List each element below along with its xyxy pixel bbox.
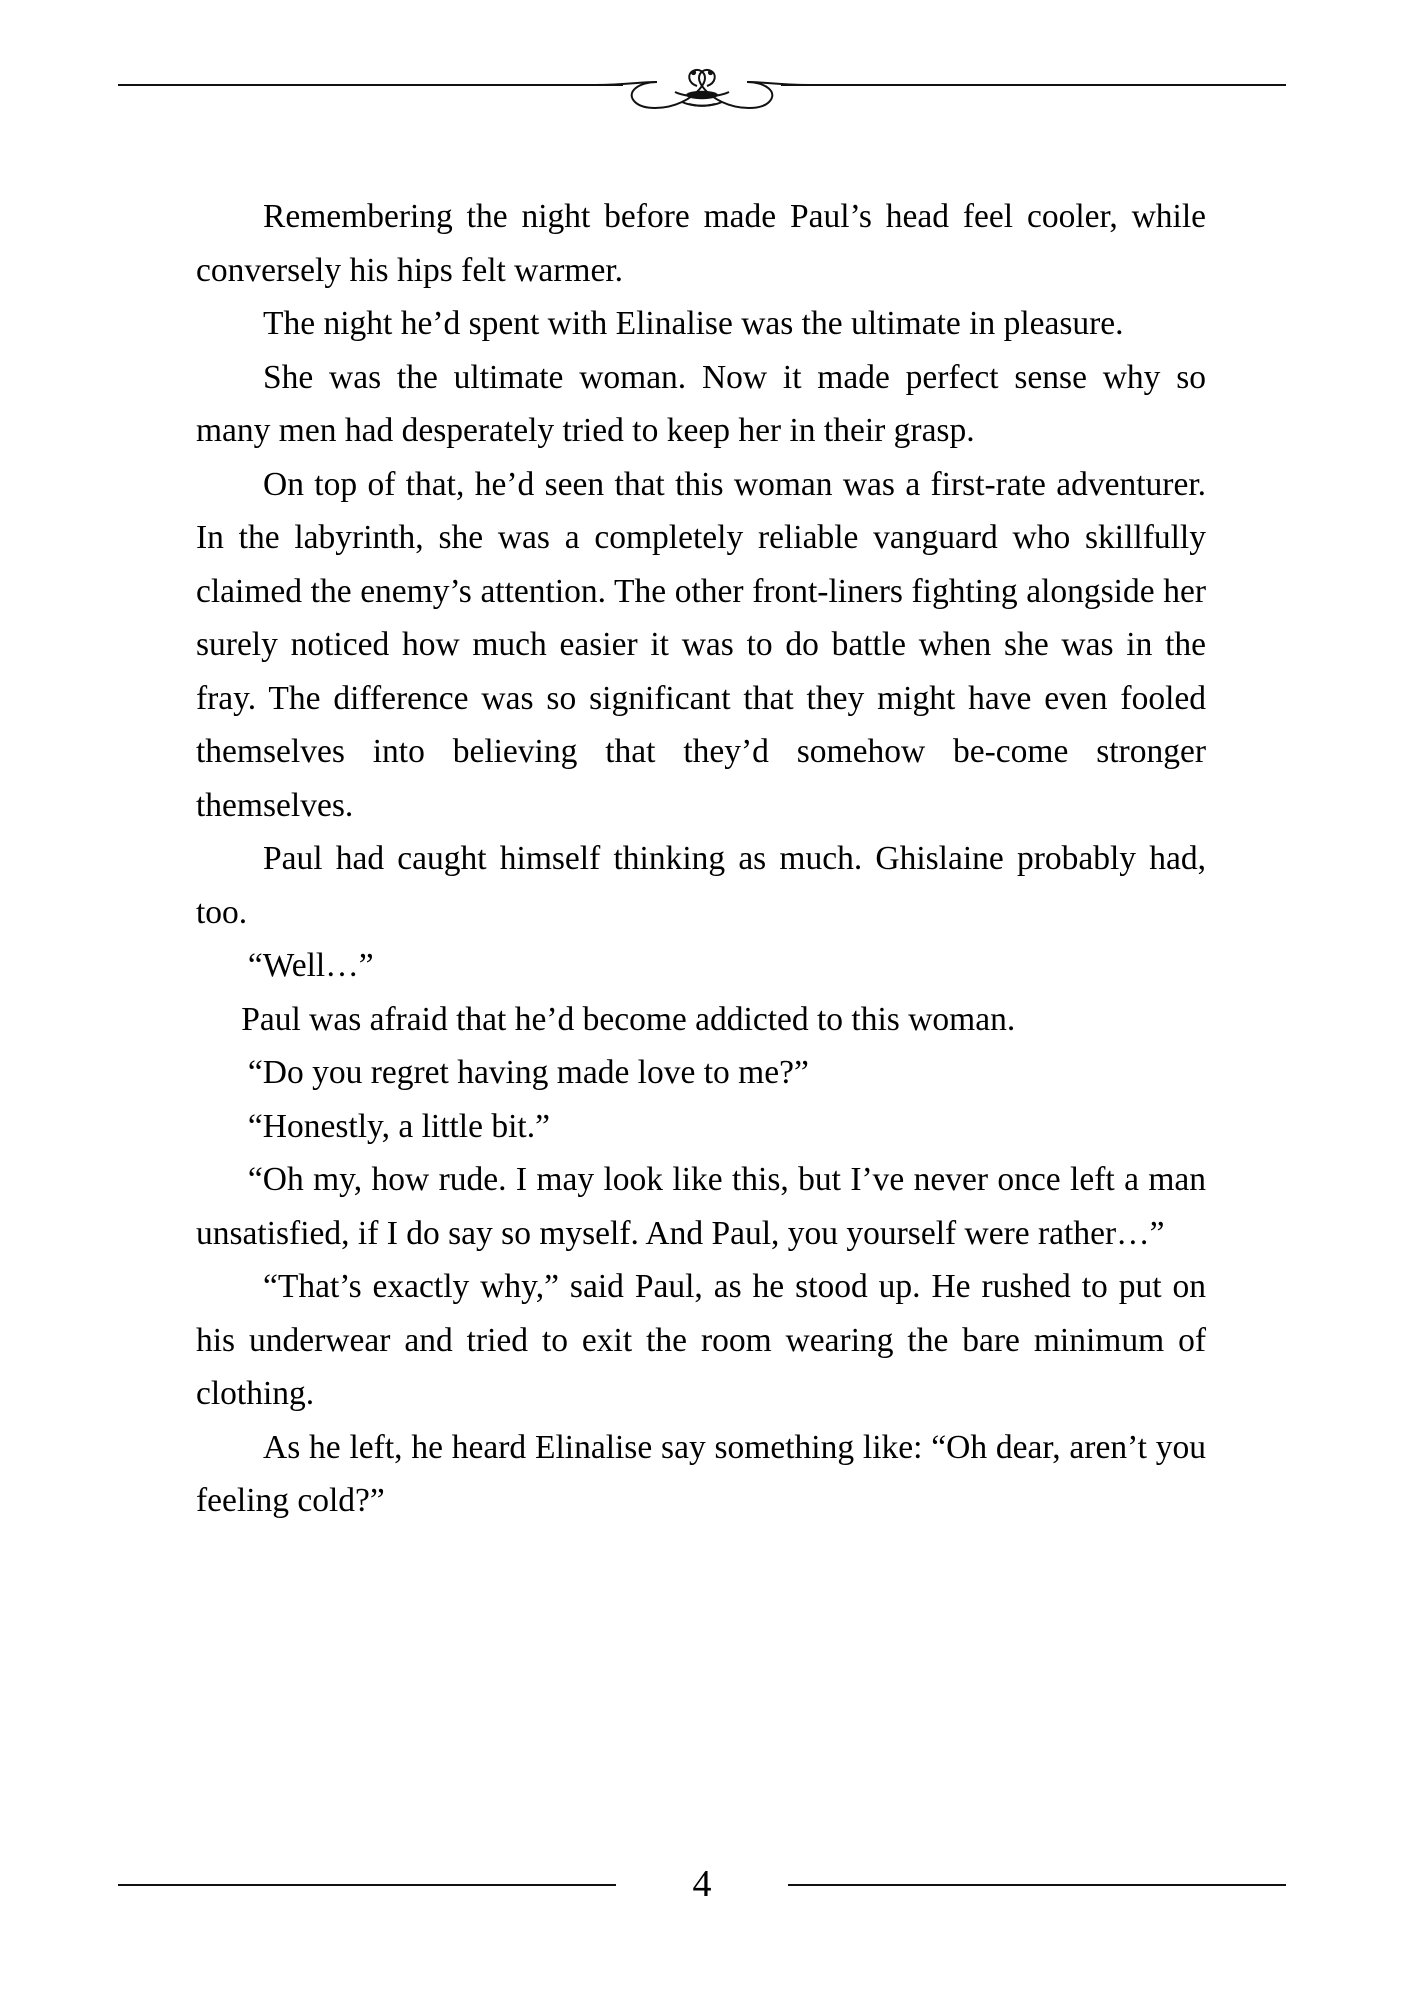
page-body-text	[196, 190, 1206, 1528]
page-number: 4	[692, 1863, 712, 1905]
paragraph: The night he’d spent with Elinalise was the ultimate in pleasure.	[263, 305, 1124, 342]
footer-rule-left	[118, 1884, 616, 1886]
header-rule-right	[781, 84, 1286, 86]
paragraph: “Do you regret having made love to me?”	[247, 1054, 809, 1091]
footer-rule-right	[788, 1884, 1286, 1886]
paragraph: As he left, he heard Elinalise say something like: “Oh dear, aren’t you feeling cold?”	[196, 1428, 1206, 1519]
page-footer	[118, 1864, 1286, 1904]
header-rule-left	[118, 84, 623, 86]
paragraph: “That’s exactly why,” said Paul, as he stood up. He rushed to put on his underwear and tried to exit the room wearing the bare minimum of clothing.	[196, 1268, 1206, 1412]
flourish-ornament-icon	[587, 62, 817, 122]
paragraph: Remembering the night before made Paul’s head feel cooler, while conversely his hips felt warmer.	[196, 198, 1206, 289]
paragraph: “Honestly, a little bit.”	[247, 1107, 550, 1145]
paragraph: Paul was afraid that he’d become addicted to this woman.	[241, 1000, 1016, 1038]
paragraph: “Oh my, how rude. I may look like this, but I’ve never once left a man unsatisfied, if I do say so myself. And Paul, you yourself were rather…”	[196, 1161, 1206, 1252]
page-header-rule	[118, 62, 1286, 122]
paragraph: Paul had caught himself thinking as much. Ghislaine probably had, too.	[196, 840, 1206, 931]
paragraph: She was the ultimate woman. Now it made perfect sense why so many men had desperately tried to keep her in their grasp.	[196, 358, 1206, 449]
paragraph: “Well…”	[247, 947, 374, 984]
paragraph: On top of that, he’d seen that this woman was a first-rate adventurer. In the labyrinth, she was a completely reliable vanguard who skillfully claimed the enemy’s attention. The other front-liners fighting alongside her surely noticed how much easier it was to do battle when she was in the fray. The difference was so significant that they might have even fooled themselves into believing that they’d somehow be-come stronger themselves.	[196, 465, 1206, 824]
